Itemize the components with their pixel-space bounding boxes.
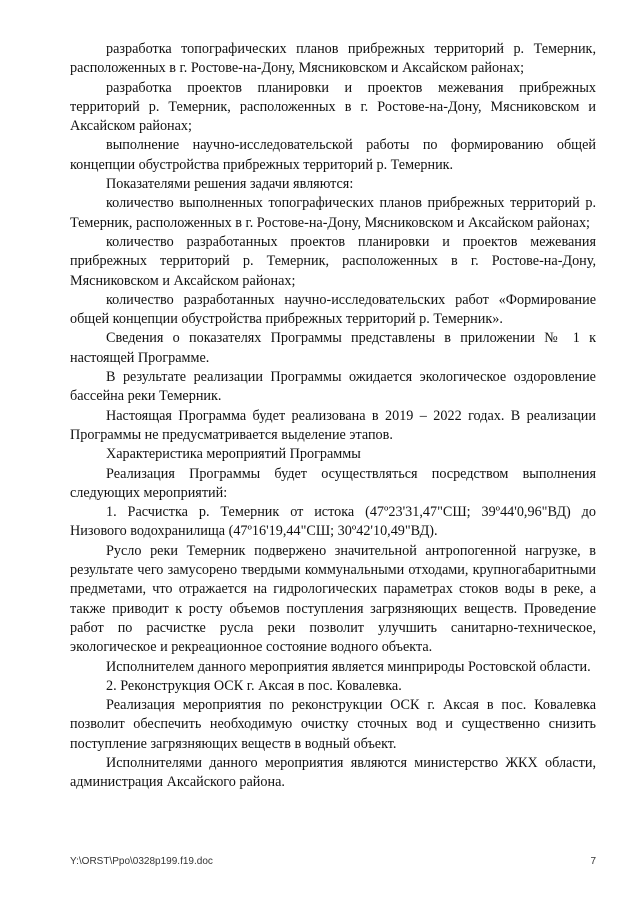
paragraph: выполнение научно-исследовательской работы по формированию общей концепции обустройства прибрежных территорий р. Темерник. (70, 137, 596, 173)
paragraph: В результате реализации Программы ожидается экологическое оздоровление бассейна реки Темерник. (70, 369, 596, 405)
page-footer (70, 856, 596, 867)
paragraph: количество разработанных научно-исследовательских работ «Формирование общей концепции обустройства прибрежных территорий р. Темерник». (70, 291, 596, 328)
section-heading: Характеристика мероприятий Программы (106, 446, 361, 463)
paragraph: разработка топографических планов прибрежных территорий р. Темерник, расположенных в г. Ростове-на-Дону, Мясниковском и Аксайском районах; (70, 41, 596, 77)
file-path: Y:\ORST\Ppo\0328p199.f19.doc (70, 856, 213, 867)
paragraph: Сведения о показателях Программы представлены в приложении № 1 к настоящей Программе. (70, 330, 596, 366)
paragraph: разработка проектов планировки и проектов межевания прибрежных территорий р. Темерник, расположенных в г. Ростове-на-Дону, Мясниковском и Аксайском районах; (70, 79, 596, 135)
page-number: 7 (590, 856, 596, 867)
paragraph: 2. Реконструкция ОСК г. Аксая в пос. Ковалевка. (106, 677, 402, 694)
paragraph: 1. Расчистка р. Темерник от истока (47º23'31,47"СШ; 39º44'0,96"ВД) до Низового водохранилища (47º16'19,44"СШ; 30º42'10,49"ВД). (70, 504, 596, 540)
paragraph: Показателями решения задачи являются: (106, 176, 354, 193)
paragraph: Реализация мероприятия по реконструкции ОСК г. Аксая в пос. Ковалевка позволит обеспечить необходимую очистку сточных вод и существенно снизить поступление загрязняющих веществ в водный объект. (70, 697, 596, 752)
paragraph: Настоящая Программа будет реализована в 2019 – 2022 годах. В реализации Программы не предусматривается выделение этапов. (70, 407, 596, 443)
paragraph: Исполнителем данного мероприятия является минприроды Ростовской области. (106, 658, 591, 675)
paragraph: количество разработанных проектов планировки и проектов межевания прибрежных территорий р. Темерник, расположенных в г. Ростове-на-Дону, Мясниковском и Аксайском районах; (70, 233, 596, 289)
paragraph: Исполнителями данного мероприятия являются министерство ЖКХ области, администрация Аксайского района. (70, 754, 596, 791)
paragraph: Русло реки Темерник подвержено значительной антропогенной нагрузке, в результате чего замусорено твердыми коммунальными отходами, крупногабаритными предметами, что отражается на гидрологических параметрах стоков воды в реке, а также приводит к росту объемов поступления загрязняющих веществ. Проведение работ по расчистке русла реки позволит улучшить санитарно-техническое, экологическое и рекреационное состояние водного объекта. (70, 542, 596, 656)
document-body (70, 40, 596, 793)
paragraph: количество выполненных топографических планов прибрежных территорий р. Темерник, расположенных в г. Ростове-на-Дону, Мясниковском и Аксайском районах; (70, 195, 596, 231)
paragraph: Реализация Программы будет осуществляться посредством выполнения следующих мероприятий: (70, 465, 596, 501)
